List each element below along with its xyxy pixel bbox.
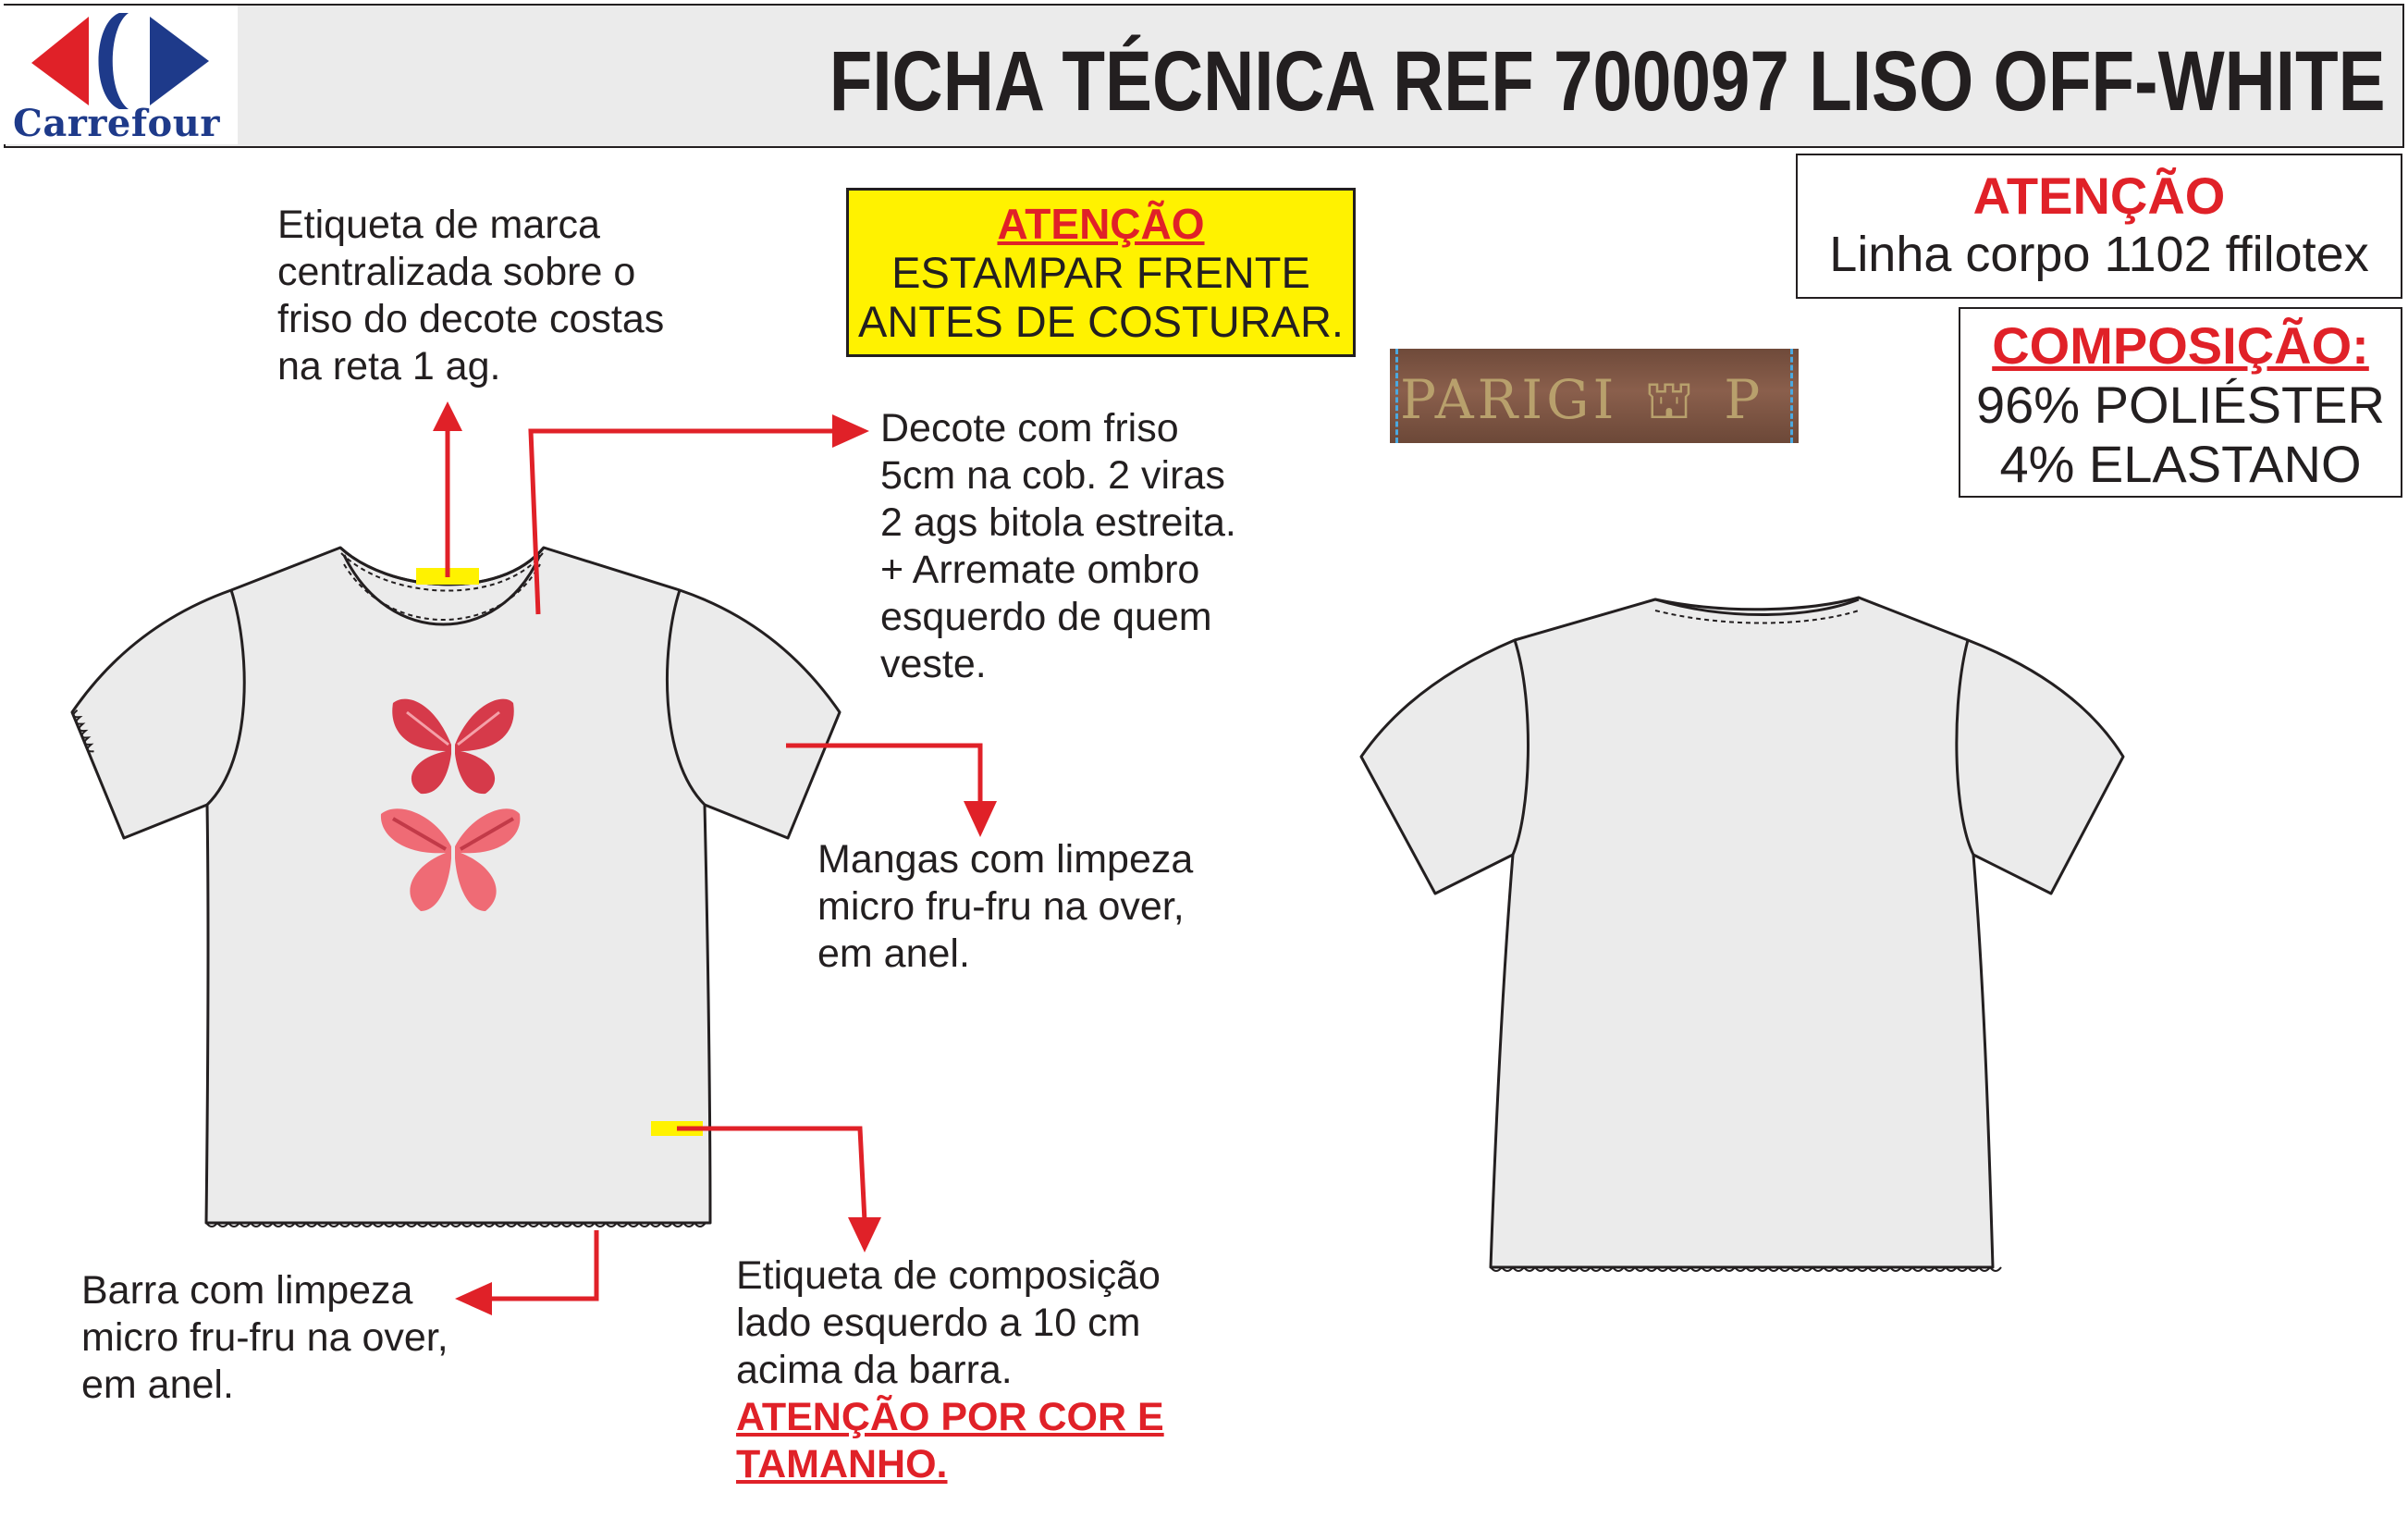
logo-wordmark: Carrefour: [13, 102, 220, 145]
note-brand-tag: Etiqueta de marca centralizada sobre o friso do decote costas na reta 1 ag.: [277, 203, 665, 388]
note-sleeves: Mangas com limpeza micro fru-fru na over, em anel.: [817, 837, 1194, 976]
thread-attention-value: Linha corpo 1102 ffilotex: [1829, 227, 2369, 282]
print-attention-heading: ATENÇÃO: [997, 200, 1205, 248]
composition-box: [1959, 307, 2402, 498]
back-tshirt-drawing: [1361, 598, 2123, 1271]
print-attention-line1: ESTAMPAR FRENTE: [891, 248, 1310, 297]
composition-line2: 4% ELASTANO: [1999, 435, 2362, 493]
thread-attention-heading: ATENÇÃO: [1972, 166, 2226, 225]
front-tshirt-drawing: [72, 548, 840, 1227]
note-hem: Barra com limpeza micro fru-fru na over, em anel.: [81, 1268, 448, 1407]
note-neckline: Decote com friso 5cm na cob. 2 viras 2 ags bitola estreita. + Arremate ombro esquerdo de quem veste.: [880, 406, 1236, 686]
page-title: FICHA TÉCNICA REF 700097 LISO OFF-WHITE: [829, 34, 2386, 129]
print-attention-box: [846, 188, 1356, 357]
thread-attention-box: [1796, 154, 2402, 299]
brand-label-text: [1400, 368, 1763, 438]
brand-label-size: P: [1724, 368, 1764, 431]
composition-line1: 96% POLIÉSTER: [1976, 376, 2385, 434]
note-composition-tag: Etiqueta de composição lado esquerdo a 10 cm acima da barra.: [736, 1253, 1161, 1392]
brand-label-name: PARIGI: [1400, 368, 1618, 431]
composition-heading: COMPOSIÇÃO:: [1992, 316, 2369, 375]
print-attention-line2: ANTES DE COSTURAR.: [858, 297, 1344, 346]
arrow-hem: [490, 1230, 596, 1299]
brand-monogram-icon: ⛫: [1644, 368, 1698, 431]
note-composition-warning: ATENÇÃO POR COR E TAMANHO.: [736, 1395, 1164, 1486]
